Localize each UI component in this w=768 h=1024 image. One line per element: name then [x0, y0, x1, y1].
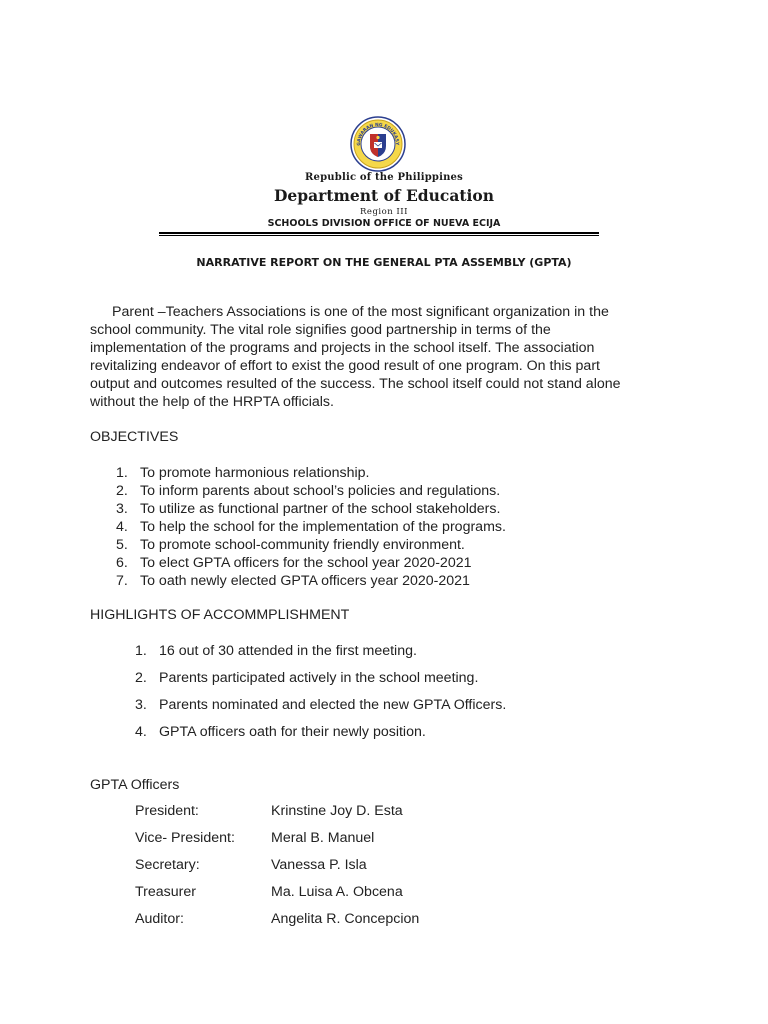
highlights-heading: HIGHLIGHTS OF ACCOMMPLISHMENT — [90, 607, 350, 623]
officer-name: Meral B. Manuel — [271, 830, 375, 846]
intro-line: school community. The vital role signifies good partnership in terms of the — [90, 322, 551, 338]
intro-line: Parent –Teachers Associations is one of the most significant organization in the — [112, 304, 609, 320]
list-item: 2. To inform parents about school’s policies and regulations. — [116, 483, 501, 499]
officers-table — [135, 802, 419, 937]
officer-role: Auditor: — [135, 911, 184, 927]
officer-role: Vice- President: — [135, 830, 235, 846]
department-heading: Department of Education — [273, 186, 495, 205]
officer-row — [135, 910, 419, 937]
officer-name: Krinstine Joy D. Esta — [271, 803, 403, 819]
objectives-heading: OBJECTIVES — [90, 429, 179, 445]
svg-text:KAGAWARAN NG EDUKASYON: GAWARAN NG EDUKASY — [356, 122, 400, 146]
list-item: 5. To promote school-community friendly environment. — [116, 537, 465, 553]
division-heading: SCHOOLS DIVISION OFFICE OF NUEVA ECIJA — [267, 218, 501, 229]
deped-seal-icon — [350, 116, 406, 172]
officer-role: Treasurer — [135, 884, 196, 900]
republic-heading: Republic of the Philippines — [305, 172, 463, 183]
objectives-list — [116, 464, 506, 590]
intro-paragraph — [90, 303, 670, 411]
highlights-list — [135, 642, 506, 750]
officer-name: Vanessa P. Isla — [271, 857, 367, 873]
list-item: 1. To promote harmonious relationship. — [116, 465, 370, 481]
region-heading: Region III — [360, 207, 408, 217]
intro-line: revitalizing endeavor of effort to exist the good result of one program. On this part — [90, 358, 600, 374]
list-item: 3. To utilize as functional partner of the school stakeholders. — [116, 501, 501, 517]
officer-name: Ma. Luisa A. Obcena — [271, 884, 403, 900]
officer-row — [135, 883, 419, 910]
list-item: 7. To oath newly elected GPTA officers year 2020-2021 — [116, 573, 470, 589]
list-item: 4. GPTA officers oath for their newly position. — [135, 724, 426, 740]
list-item: 4. To help the school for the implementation of the programs. — [116, 519, 506, 535]
officer-role: Secretary: — [135, 857, 200, 873]
officer-row — [135, 856, 419, 883]
list-item: 1. 16 out of 30 attended in the first meeting. — [135, 643, 417, 659]
intro-line: implementation of the programs and projects in the school itself. The association — [90, 340, 595, 356]
letterhead-divider — [159, 232, 599, 236]
officer-role: President: — [135, 803, 199, 819]
intro-line: output and outcomes resulted of the success. The school itself could not stand alone — [90, 376, 621, 392]
list-item: 3. Parents nominated and elected the new GPTA Officers. — [135, 697, 507, 713]
officer-row — [135, 829, 419, 856]
officer-row — [135, 802, 419, 829]
list-item: 2. Parents participated actively in the school meeting. — [135, 670, 479, 686]
report-title: NARRATIVE REPORT ON THE GENERAL PTA ASSEMBLY (GPTA) — [196, 256, 572, 269]
officer-name: Angelita R. Concepcion — [271, 911, 420, 927]
officers-heading: GPTA Officers — [90, 777, 180, 793]
list-item: 6. To elect GPTA officers for the school year 2020-2021 — [116, 555, 472, 571]
intro-line: without the help of the HRPTA officials. — [90, 394, 334, 410]
